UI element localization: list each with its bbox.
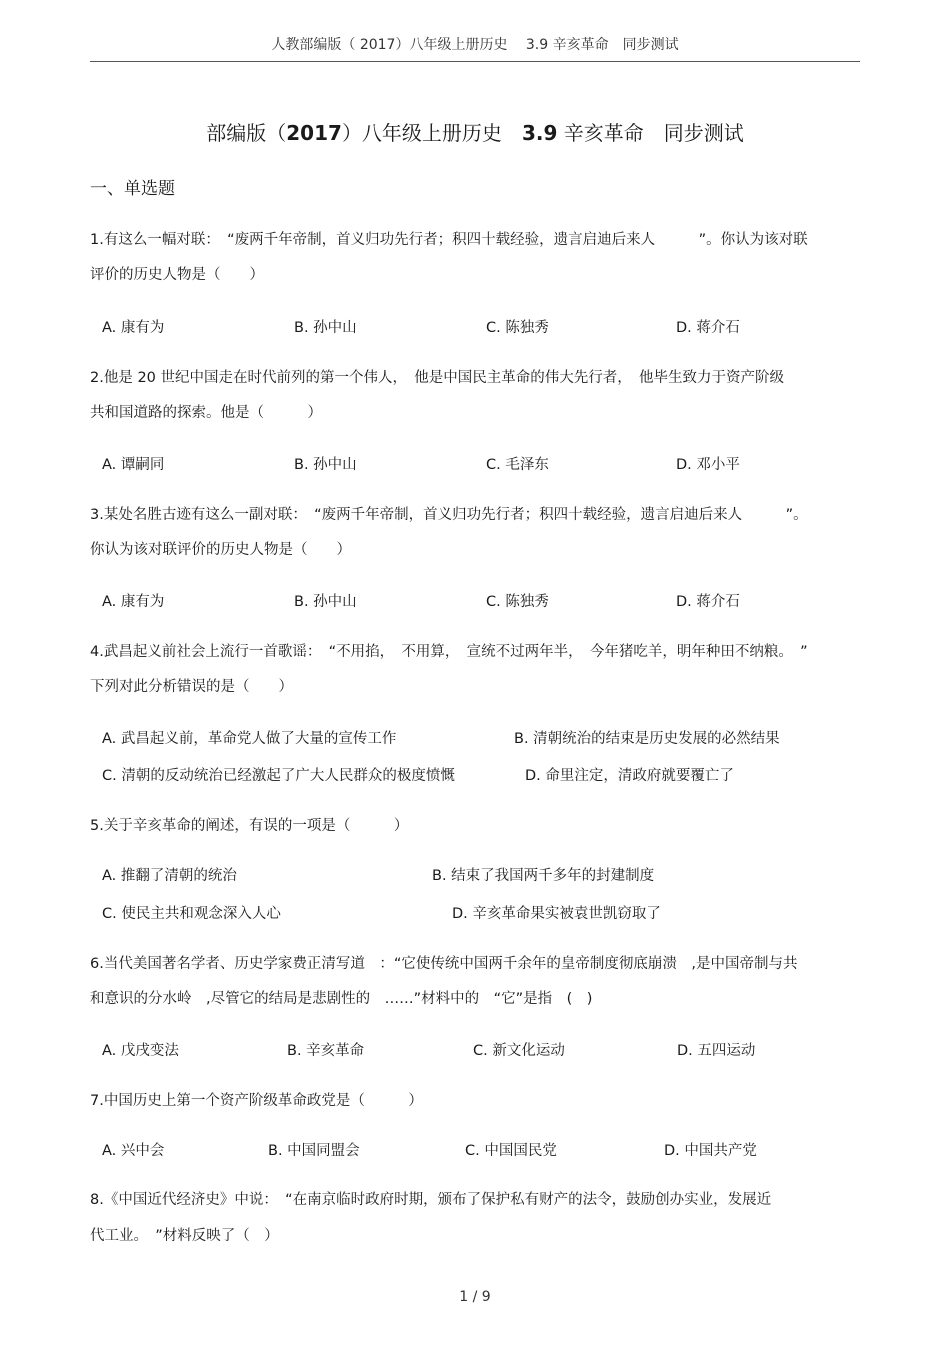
question-7-option-c: C. 中国国民党 — [465, 1143, 557, 1159]
section-title: 一、单选题 — [90, 179, 175, 199]
question-6-option-a: A. 戊戌变法 — [102, 1043, 179, 1059]
question-2-line-1: 2.他是 20 世纪中国走在时代前列的第一个伟人， 他是中国民主革命的伟大先行者， 他毕生致力于资产阶级 — [90, 370, 784, 386]
page-number: 1 / 9 — [459, 1289, 491, 1305]
question-4-option-b: B. 清朝统治的结束是历史发展的必然结果 — [514, 731, 780, 747]
question-7-option-b: B. 中国同盟会 — [268, 1143, 360, 1159]
question-4-option-a: A. 武昌起义前，革命党人做了大量的宣传工作 — [102, 731, 397, 747]
question-1-line-2: 评价的历史人物是（ ） — [90, 267, 264, 283]
running-header: 人教部编版（ 2017）八年级上册历史 3.9 辛亥革命 同步测试 — [271, 37, 679, 53]
question-3-option-c: C. 陈独秀 — [486, 594, 549, 610]
question-2-option-a: A. 谭嗣同 — [102, 457, 165, 473]
question-8-line-1: 8.《中国近代经济史》中说： “在南京临时政府时期，颁布了保护私有财产的法令，鼓励创办实业，发展近 — [90, 1192, 772, 1208]
question-4-line-1: 4.武昌起义前社会上流行一首歌谣： “不用掐， 不用算， 宣统不过两年半， 今年猪吃羊，明年种田不纳粮。 ” — [90, 644, 808, 660]
question-3-option-b: B. 孙中山 — [294, 594, 357, 610]
question-5-option-c: C. 使民主共和观念深入人心 — [102, 906, 281, 922]
title-middle: ）八年级上册历史 — [341, 121, 522, 145]
question-2-option-c: C. 毛泽东 — [486, 457, 549, 473]
question-2-option-b: B. 孙中山 — [294, 457, 357, 473]
title-prefix: 部编版（ — [206, 121, 287, 145]
header-rule — [90, 61, 860, 62]
question-6-option-d: D. 五四运动 — [677, 1043, 756, 1059]
title-year: 2017 — [286, 121, 342, 145]
question-1-option-b: B. 孙中山 — [294, 320, 357, 336]
question-6-option-b: B. 辛亥革命 — [287, 1043, 365, 1059]
question-2-line-2: 共和国道路的探索。他是（ ） — [90, 405, 322, 421]
question-3-option-a: A. 康有为 — [102, 594, 165, 610]
question-7-option-d: D. 中国共产党 — [664, 1143, 757, 1159]
question-6-line-1: 6.当代美国著名学者、历史学家费正清写道 ：“它使传统中国两千余年的皇帝制度彻底崩溃 ,是中国帝制与共 — [90, 956, 798, 972]
question-5-option-b: B. 结束了我国两千多年的封建制度 — [432, 868, 655, 884]
question-4-option-d: D. 命里注定，清政府就要覆亡了 — [525, 768, 734, 784]
question-1-option-a: A. 康有为 — [102, 320, 165, 336]
question-6-option-c: C. 新文化运动 — [473, 1043, 565, 1059]
question-3-line-1: 3.某处名胜古迹有这么一副对联： “废两千年帝制，首义归功先行者；积四十载经验，遗言启迪后来人 ”。 — [90, 507, 808, 523]
question-1-option-d: D. 蒋介石 — [676, 320, 740, 336]
question-6-line-2: 和意识的分水岭 ,尽管它的结局是悲剧性的 ……”材料中的 “它”是指 ( ) — [90, 991, 593, 1007]
question-8-line-2: 代工业。 ”材料反映了（ ） — [90, 1228, 279, 1244]
question-1-line-1: 1.有这么一幅对联： “废两千年帝制，首义归功先行者；积四十载经验，遗言启迪后来人 ”。你认为该对联 — [90, 232, 808, 248]
title-lesson: 3.9 — [521, 121, 558, 145]
title-suffix: 辛亥革命 同步测试 — [557, 121, 744, 145]
question-1-option-c: C. 陈独秀 — [486, 320, 549, 336]
question-2-option-d: D. 邓小平 — [676, 457, 740, 473]
question-3-line-2: 你认为该对联评价的历史人物是（ ） — [90, 542, 351, 558]
question-4-option-c: C. 清朝的反动统治已经激起了广大人民群众的极度愤慨 — [102, 768, 455, 784]
document-title — [90, 117, 860, 146]
question-5-option-a: A. 推翻了清朝的统治 — [102, 868, 237, 884]
question-5-option-d: D. 辛亥革命果实被袁世凯窃取了 — [452, 906, 661, 922]
question-5-line-1: 5.关于辛亥革命的阐述，有误的一项是（ ） — [90, 818, 409, 834]
question-3-option-d: D. 蒋介石 — [676, 594, 740, 610]
question-7-line-1: 7.中国历史上第一个资产阶级革命政党是（ ） — [90, 1093, 423, 1109]
question-4-line-2: 下列对此分析错误的是（ ） — [90, 679, 293, 695]
question-7-option-a: A. 兴中会 — [102, 1143, 165, 1159]
